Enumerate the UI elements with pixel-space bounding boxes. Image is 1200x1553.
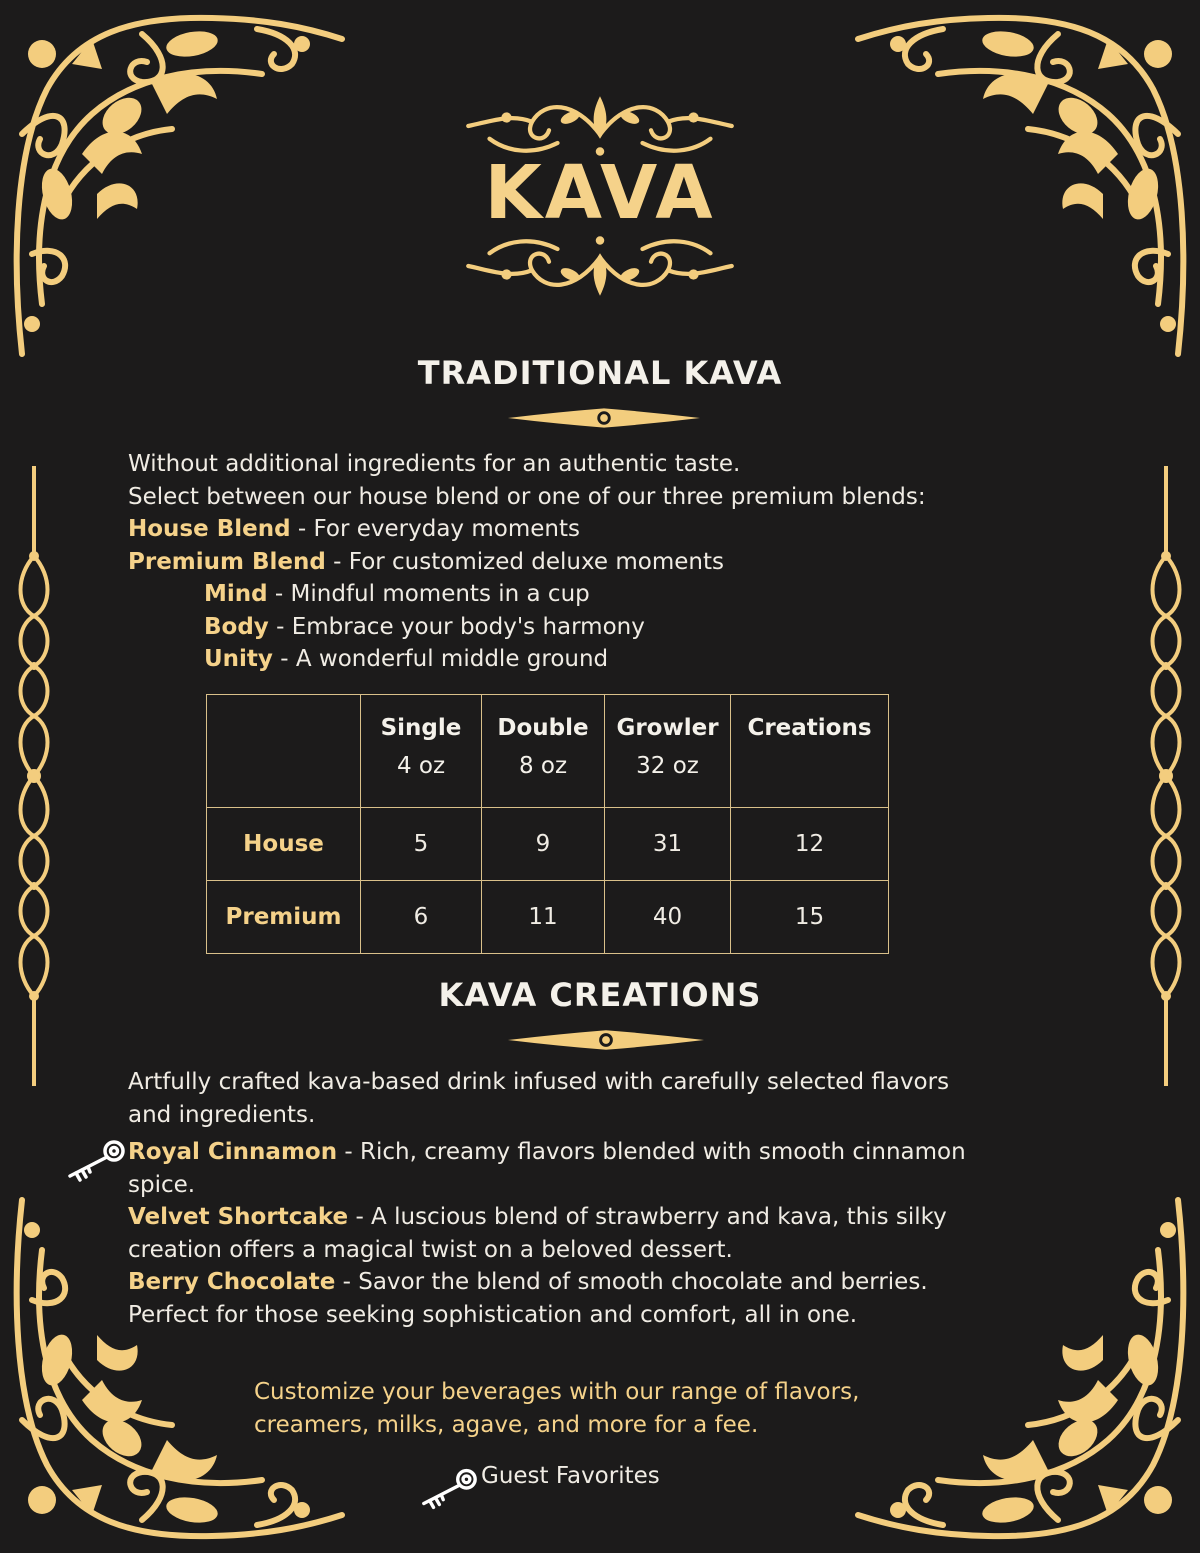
title-scroll-bottom <box>440 232 760 300</box>
column-size-double: 8 oz <box>518 753 568 779</box>
blend-mind-line <box>128 578 926 611</box>
list-item: Berry Chocolate - Savor the blend of smooth chocolate and berries. <box>128 1269 928 1295</box>
house-blend-name: House Blend <box>128 516 291 542</box>
premium-blend-name: Premium Blend <box>128 548 326 575</box>
list-item-continued: spice. <box>128 1171 196 1198</box>
premium-blend-desc: - For customized deluxe moments <box>325 548 724 575</box>
price-premium-growler: 40 <box>605 881 731 954</box>
legend-key-icon <box>418 1466 480 1510</box>
column-header-single: Single 4 oz <box>361 695 482 808</box>
price-premium-creations: 15 <box>731 881 889 954</box>
creations-description <box>128 1066 949 1131</box>
column-header-growler: Growler 32 oz <box>605 695 731 808</box>
blend-unity-line <box>128 643 926 676</box>
creation-name-royal-cinnamon: Royal Cinnamon <box>128 1139 338 1165</box>
customize-note: Customize your beverages with our range of flavors, creamers, milks, agave, and more for a fee. <box>254 1379 860 1438</box>
creations-divider <box>508 1030 704 1050</box>
price-table-corner-cell <box>207 695 361 808</box>
column-header-creations: Creations <box>731 695 889 808</box>
price-house-growler: 31 <box>605 808 731 881</box>
blend-body-line <box>128 611 926 644</box>
table-row-premium <box>207 881 889 954</box>
house-blend-line <box>128 513 926 546</box>
row-label-house: House <box>207 808 361 881</box>
list-item-continued: creation offers a magical twist on a beloved dessert. <box>128 1236 733 1263</box>
legend-label: Guest Favorites <box>481 1463 660 1489</box>
creation-name-berry-chocolate: Berry Chocolate <box>128 1269 336 1295</box>
list-item-continued: Perfect for those seeking sophistication and comfort, all in one. <box>128 1301 858 1328</box>
price-house-creations: 12 <box>731 808 889 881</box>
blend-mind-name: Mind <box>204 581 268 607</box>
price-table-header-row <box>207 695 889 808</box>
list-item: Velvet Shortcake - A luscious blend of strawberry and kava, this silky <box>128 1204 947 1230</box>
creations-intro-2: and ingredients. <box>128 1101 316 1128</box>
house-blend-desc: - For everyday moments <box>290 516 580 542</box>
traditional-intro-1: Without additional ingredients for an authentic taste. <box>128 451 741 477</box>
creations-heading: KAVA CREATIONS <box>438 976 762 1014</box>
blend-mind-desc: - Mindful moments in a cup <box>267 581 590 607</box>
price-house-double: 9 <box>482 808 605 881</box>
creation-name-velvet-shortcake: Velvet Shortcake <box>128 1204 349 1230</box>
traditional-heading: TRADITIONAL KAVA <box>417 354 783 392</box>
price-premium-single: 6 <box>361 881 482 954</box>
traditional-intro-2: Select between our house blend or one of our three premium blends: <box>128 483 926 510</box>
price-house-single: 5 <box>361 808 482 881</box>
menu-title: KAVA <box>484 150 716 236</box>
price-table <box>206 694 889 954</box>
creations-intro-1: Artfully crafted kava-based drink infused with carefully selected flavors <box>128 1069 950 1095</box>
blend-unity-name: Unity <box>204 646 273 672</box>
row-label-premium: Premium <box>207 881 361 954</box>
column-header-double: Double 8 oz <box>482 695 605 808</box>
blend-body-name: Body <box>204 613 269 640</box>
blend-unity-desc: - A wonderful middle ground <box>272 646 609 672</box>
creations-list <box>128 1136 966 1331</box>
table-row-house <box>207 808 889 881</box>
column-size-single: 4 oz <box>396 753 446 779</box>
blend-body-desc: - Embrace your body's harmony <box>268 613 645 640</box>
price-premium-double: 11 <box>482 881 605 954</box>
column-size-growler: 32 oz <box>636 753 699 779</box>
key-icon <box>64 1138 128 1182</box>
premium-blend-line <box>128 546 926 579</box>
traditional-description <box>128 448 926 676</box>
list-item: Royal Cinnamon - Rich, creamy flavors blended with smooth cinnamon <box>128 1139 966 1165</box>
traditional-divider <box>508 408 700 428</box>
